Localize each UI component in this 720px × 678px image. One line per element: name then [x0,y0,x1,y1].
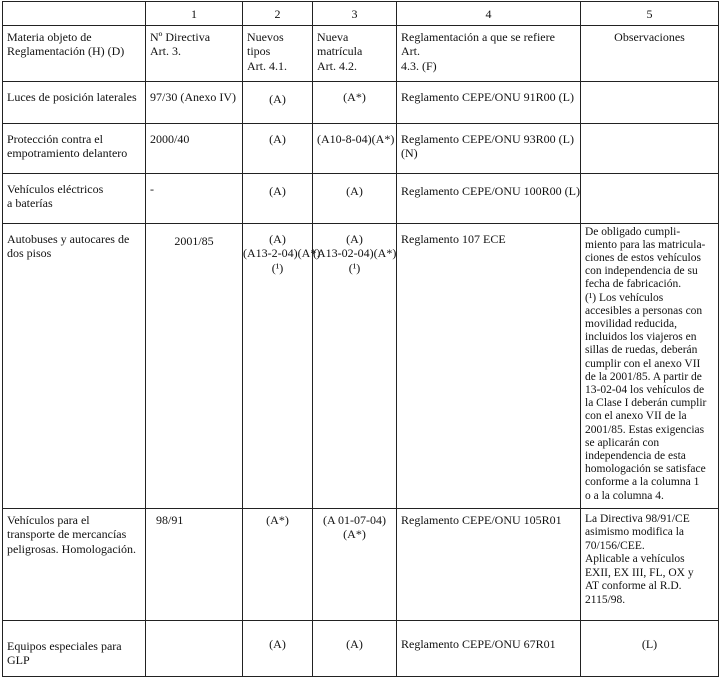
column-number-4: 4 [397,2,581,26]
cell-reglamentacion: Reglamento CEPE/ONU 91R00 (L) [397,81,581,123]
column-number-1: 1 [146,2,243,26]
cell-directiva: 97/30 (Anexo IV) [146,81,243,123]
cell-materia: Autobuses y autocares de dos pisos [3,223,146,508]
cell-reglamentacion: Reglamento CEPE/ONU 100R00 (L) [397,173,581,223]
cell-reglamentacion: Reglamento CEPE/ONU 93R00 (L) (N) [397,123,581,173]
header-reglamentacion: Reglamentación a que se refiere Art. 4.3. (F) [397,25,581,81]
column-number-0 [3,2,146,26]
header-row [3,25,719,81]
header-nueva-matricula: Nueva matrícula Art. 4.2. [313,25,397,81]
cell-materia: Equipos especiales para GLP [3,620,146,676]
cell-directiva: - [146,173,243,223]
cell-materia: Vehículos para el transporte de mercancías peligrosas. Homologación. [3,508,146,620]
column-number-3: 3 [313,2,397,26]
cell-observaciones: (L) [581,620,719,676]
header-materia: Materia objeto de Reglamentación (H) (D) [3,25,146,81]
cell-nuevos-tipos: (A) [243,123,313,173]
cell-nuevos-tipos: (A) (A13-2-04)(A*) (¹) [243,223,313,508]
cell-observaciones [581,81,719,123]
header-observaciones: Observaciones [581,25,719,81]
cell-directiva: 98/91 [146,508,243,620]
cell-materia: Luces de posición laterales [3,81,146,123]
table-row [3,223,719,508]
cell-reglamentacion: Reglamento CEPE/ONU 67R01 [397,620,581,676]
cell-nueva-matricula: (A*) [313,81,397,123]
cell-nueva-matricula: (A) [313,620,397,676]
table-row [3,620,719,676]
cell-reglamentacion: Reglamento CEPE/ONU 105R01 [397,508,581,620]
table-row [3,173,719,223]
cell-reglamentacion: Reglamento 107 ECE [397,223,581,508]
table-row [3,123,719,173]
cell-observaciones [581,173,719,223]
cell-directiva: 2001/85 [146,223,243,508]
column-number-2: 2 [243,2,313,26]
cell-nueva-matricula: (A) (A13-02-04)(A*) (¹) [313,223,397,508]
regulation-table [2,1,719,677]
cell-nueva-matricula: (A 01-07-04) (A*) [313,508,397,620]
header-nuevos-tipos: Nuevos tipos Art. 4.1. [243,25,313,81]
cell-observaciones [581,123,719,173]
table-row [3,81,719,123]
cell-observaciones: De obligado cumpli- miento para las matricula- ciones de estos vehículos con independencia de su fecha de fabricación. (¹) Los vehículos accesibles a personas con movilidad reducida, incluidos los viajeros en sillas de ruedas, deberán cumplir con el anexo VII de la 2001/85. A partir de 13-02-04 los vehículos de la Clase I deberán cumplir con el anexo VII de la 2001/85. Estas exigencias se aplicarán con independencia de esta homologación se satisface conforme a la columna 1 o a la columna 4. [581,223,719,508]
cell-nuevos-tipos: (A) [243,620,313,676]
cell-nuevos-tipos: (A) [243,173,313,223]
column-number-row [3,2,719,26]
cell-materia: Vehículos eléctricos a baterías [3,173,146,223]
cell-directiva [146,620,243,676]
cell-nuevos-tipos: (A) [243,81,313,123]
column-number-5: 5 [581,2,719,26]
header-directiva: Nº Directiva Art. 3. [146,25,243,81]
cell-directiva: 2000/40 [146,123,243,173]
cell-nueva-matricula: (A10-8-04)(A*) [313,123,397,173]
cell-nueva-matricula: (A) [313,173,397,223]
cell-observaciones: La Directiva 98/91/CE asimismo modifica la 70/156/CEE. Aplicable a vehículos EXII, EX III, FL, OX y AT conforme al R.D. 2115/98. [581,508,719,620]
cell-materia: Protección contra el empotramiento delantero [3,123,146,173]
cell-nuevos-tipos: (A*) [243,508,313,620]
table-row [3,508,719,620]
